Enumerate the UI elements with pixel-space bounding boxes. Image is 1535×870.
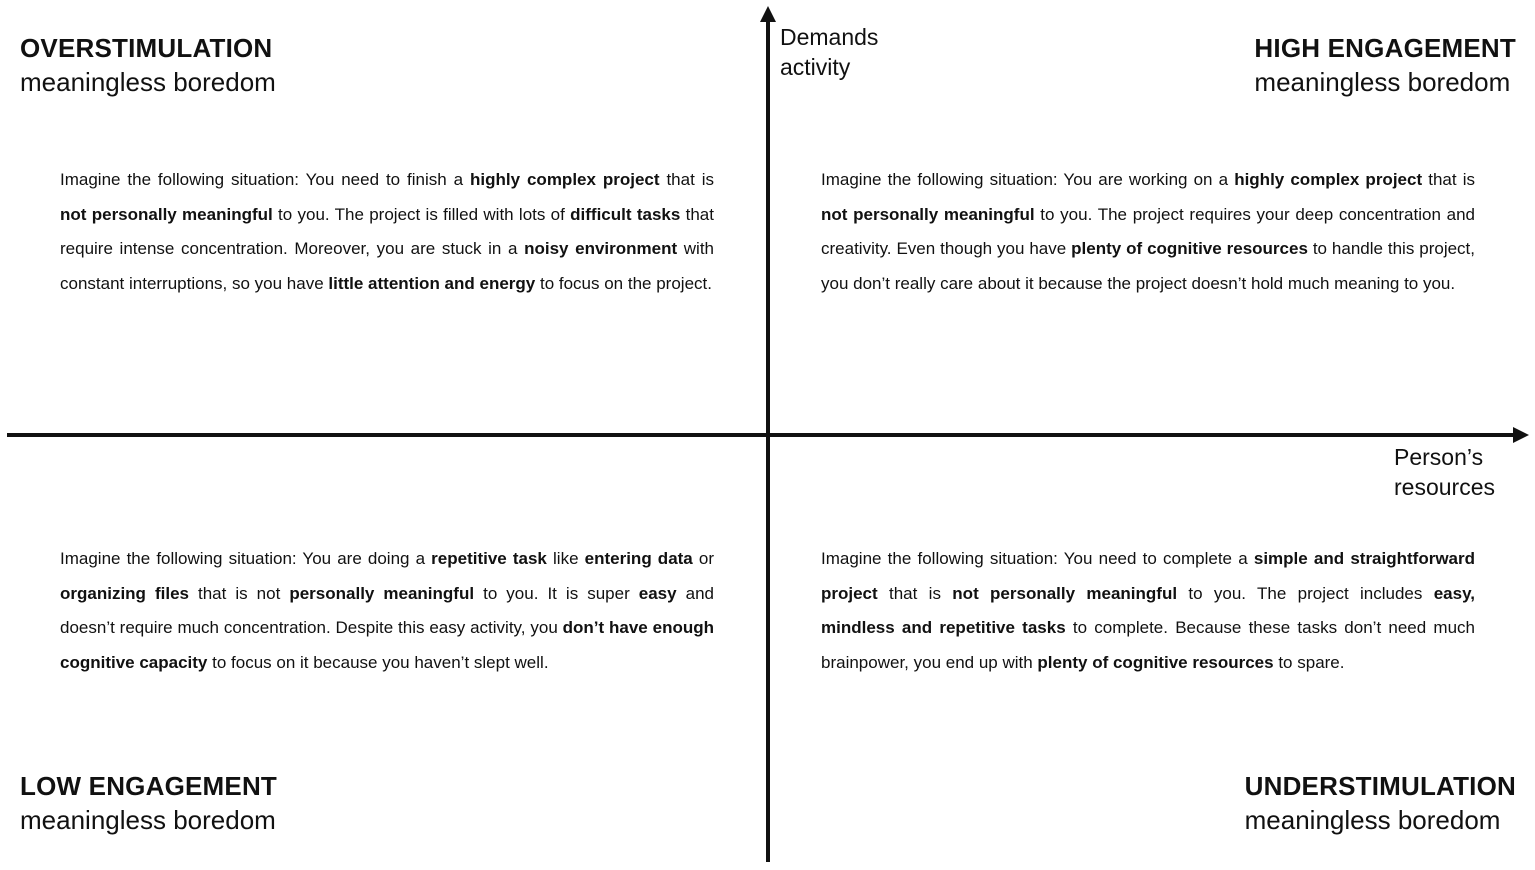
- body-text: Imagine the following situation: You are doing a: [60, 549, 432, 568]
- quadrant-title: OVERSTIMULATION: [20, 33, 273, 63]
- quadrant-subtitle: meaningless boredom: [20, 805, 276, 835]
- y-axis-arrowhead: [760, 6, 776, 22]
- quadrant-title: LOW ENGAGEMENT: [20, 771, 278, 801]
- emphasis-text: not personally meaningful: [952, 583, 1178, 603]
- emphasis-text: easy, mindless and repetitive tasks: [821, 583, 1475, 637]
- emphasis-text: repetitive task: [431, 549, 547, 568]
- body-text: to you. The project requires your deep concentration and creativity. Even though you have: [821, 204, 1475, 258]
- body-text: that is: [659, 170, 714, 189]
- emphasis-text: personally meaningful: [289, 583, 475, 603]
- x-axis-label: Person’s resources: [1394, 444, 1495, 500]
- quadrant-subtitle: meaningless boredom: [1254, 67, 1511, 97]
- quadrant-description-top-right: [821, 163, 1475, 301]
- quadrant-subtitle: meaningless boredom: [20, 67, 276, 97]
- body-text: Imagine the following situation: You are working on a: [821, 170, 1235, 189]
- body-text: that is: [877, 583, 953, 603]
- emphasis-text: difficult tasks: [570, 204, 681, 224]
- body-text: that require intense concentration. Moreover, you are stuck in a: [60, 204, 714, 258]
- body-text: with constant interruptions, so you have: [60, 239, 714, 293]
- body-text: to you. The project includes: [1177, 583, 1434, 603]
- emphasis-text: highly complex project: [470, 170, 660, 189]
- emphasis-text: plenty of cognitive resources: [1071, 239, 1308, 258]
- quadrant-description-top-left: [60, 163, 714, 301]
- emphasis-text: not personally meaningful: [821, 204, 1035, 224]
- emphasis-text: plenty of cognitive resources: [1037, 652, 1274, 672]
- body-text: Imagine the following situation: You need to complete a: [821, 549, 1254, 568]
- body-text: and doesn’t require much concentration. Despite this easy activity, you: [60, 583, 714, 637]
- body-text: to handle this project, you don’t really care about it because the project doesn’t hold much meaning to you.: [821, 239, 1475, 293]
- quadrant-heading-top-left: [20, 31, 276, 99]
- quadrant-heading-bottom-right: [1245, 769, 1516, 837]
- quadrant-title: HIGH ENGAGEMENT: [1254, 33, 1516, 63]
- body-text: to focus on the project.: [535, 273, 712, 293]
- y-axis-label: Demands activity: [780, 24, 879, 80]
- emphasis-text: little attention and energy: [328, 273, 536, 293]
- x-axis-arrowhead: [1513, 427, 1529, 443]
- body-text: that is: [1422, 170, 1475, 189]
- quadrant-description-bottom-left: [60, 542, 714, 680]
- body-text: to you. It is super: [474, 583, 639, 603]
- body-text: like: [546, 549, 585, 568]
- emphasis-text: organizing files: [60, 583, 189, 603]
- emphasis-text: easy: [638, 583, 677, 603]
- quadrant-subtitle: meaningless boredom: [1244, 805, 1501, 835]
- emphasis-text: noisy environment: [524, 239, 678, 258]
- emphasis-text: don’t have enough cognitive capacity: [60, 618, 714, 672]
- emphasis-text: not personally meaningful: [60, 204, 273, 224]
- body-text: that is not: [188, 583, 290, 603]
- quadrant-heading-top-right: [1254, 31, 1516, 99]
- emphasis-text: simple and straightforward project: [821, 549, 1476, 603]
- emphasis-text: entering data: [584, 549, 693, 568]
- quadrant-heading-bottom-left: [20, 769, 277, 837]
- body-text: to spare.: [1273, 652, 1345, 672]
- body-text: to you. The project is filled with lots of: [272, 204, 571, 224]
- body-text: to complete. Because these tasks don’t need much brainpower, you end up with: [821, 618, 1475, 672]
- body-text: to focus on it because you haven’t slept well.: [207, 652, 549, 672]
- quadrant-description-bottom-right: [821, 542, 1475, 680]
- emphasis-text: highly complex project: [1234, 170, 1423, 189]
- body-text: or: [692, 549, 714, 568]
- body-text: Imagine the following situation: You need to finish a: [60, 170, 471, 189]
- quadrant-title: UNDERSTIMULATION: [1244, 771, 1516, 801]
